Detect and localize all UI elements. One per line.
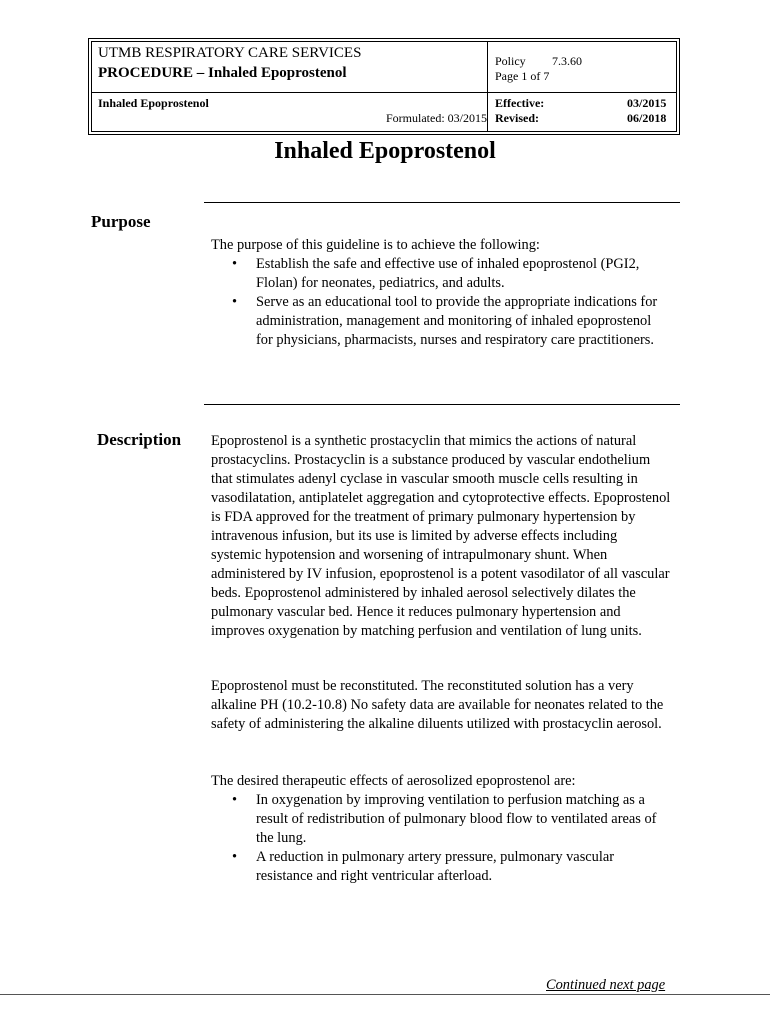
header-procedure: PROCEDURE – Inhaled Epoprostenol [98,65,347,81]
bullet-icon: • [232,294,238,310]
description-heading: Description [97,430,182,449]
header-org: UTMB RESPIRATORY CARE SERVICES [98,45,362,61]
purpose-bullet-text: Serve as an educational tool to provide the appropriate indications for administration, management and monitoring of inhaled epoprostenol for physicians, pharmacists, nurses and respiratory care practitioners. [256,294,658,348]
header-policy-number: 7.3.60 [552,54,582,68]
list-item [211,791,671,848]
header-policy-label: Policy [495,54,526,68]
bullet-icon: • [232,849,238,865]
header-revised-date: 06/2018 [627,111,667,125]
continued-next-page: Continued next page [546,977,666,993]
header-effective-label: Effective: [495,96,545,110]
header-revised-label: Revised: [495,111,539,125]
header-page-number: Page 1 of 7 [495,69,550,83]
purpose-section [211,236,671,350]
header-divider-vertical [487,42,488,131]
description-divider [204,404,680,405]
description-paragraph: Epoprostenol is a synthetic prostacyclin that mimics the actions of natural prostacyclins. Prostacyclin is a substance produced by vascular endothelium that stimulates adenyl cyclase in vascular smooth muscle cells resulting in vasodilatation, antiplatelet aggregation and cytoprotective effects. Epoprostenol is FDA approved for the treatment of primary pulmonary hypertension by intravenous infusion, but its use is limited by adverse effects including systemic hypotension and worsening of intrapulmonary shunt. When administered by IV infusion, epoprostenol is a potent vasodilator of all vascular beds. Epoprostenol administered by inhaled aerosol selectively dilates the pulmonary vascular bed. Hence it reduces pulmonary hypertension and improves oxygenation by matching perfusion and ventilation of lung units. [211,433,671,639]
header-formulated: Formulated: 03/2015 [386,111,487,125]
header-subject: Inhaled Epoprostenol [98,96,209,110]
description-effects-intro: The desired therapeutic effects of aerosolized epoprostenol are: [211,773,576,789]
page-title: Inhaled Epoprostenol [274,138,496,164]
document-header-box [88,38,680,135]
purpose-bullet-list [211,255,671,350]
purpose-divider [204,202,680,203]
list-item [211,293,671,350]
document-header-inner [91,41,677,132]
purpose-bullet-text: Establish the safe and effective use of inhaled epoprostenol (PGI2, Flolan) for neonates, pediatrics, and adults. [256,256,640,291]
purpose-heading: Purpose [91,212,151,231]
description-effects [211,772,671,886]
bullet-icon: • [232,256,238,272]
description-paragraph: Epoprostenol must be reconstituted. The reconstituted solution has a very alkaline PH (10.2-10.8) No safety data are available for neonates related to the safety of administering the alkaline diluents utilized with prostacyclin aerosol. [211,678,664,732]
list-item [211,848,671,886]
header-divider-horizontal [92,92,676,93]
effects-bullet-text: In oxygenation by improving ventilation to perfusion matching as a result of redistribution of pulmonary blood flow to ventilated areas of the lung. [256,792,657,846]
effects-bullet-text: A reduction in pulmonary artery pressure, pulmonary vascular resistance and right ventricular afterload. [256,849,615,884]
list-item [211,255,671,293]
header-effective-date: 03/2015 [627,96,667,110]
footer-rule [0,994,770,995]
purpose-intro: The purpose of this guideline is to achieve the following: [211,237,540,253]
bullet-icon: • [232,792,238,808]
description-para-1 [211,432,671,641]
description-para-2 [211,677,671,734]
effects-bullet-list [211,791,671,886]
